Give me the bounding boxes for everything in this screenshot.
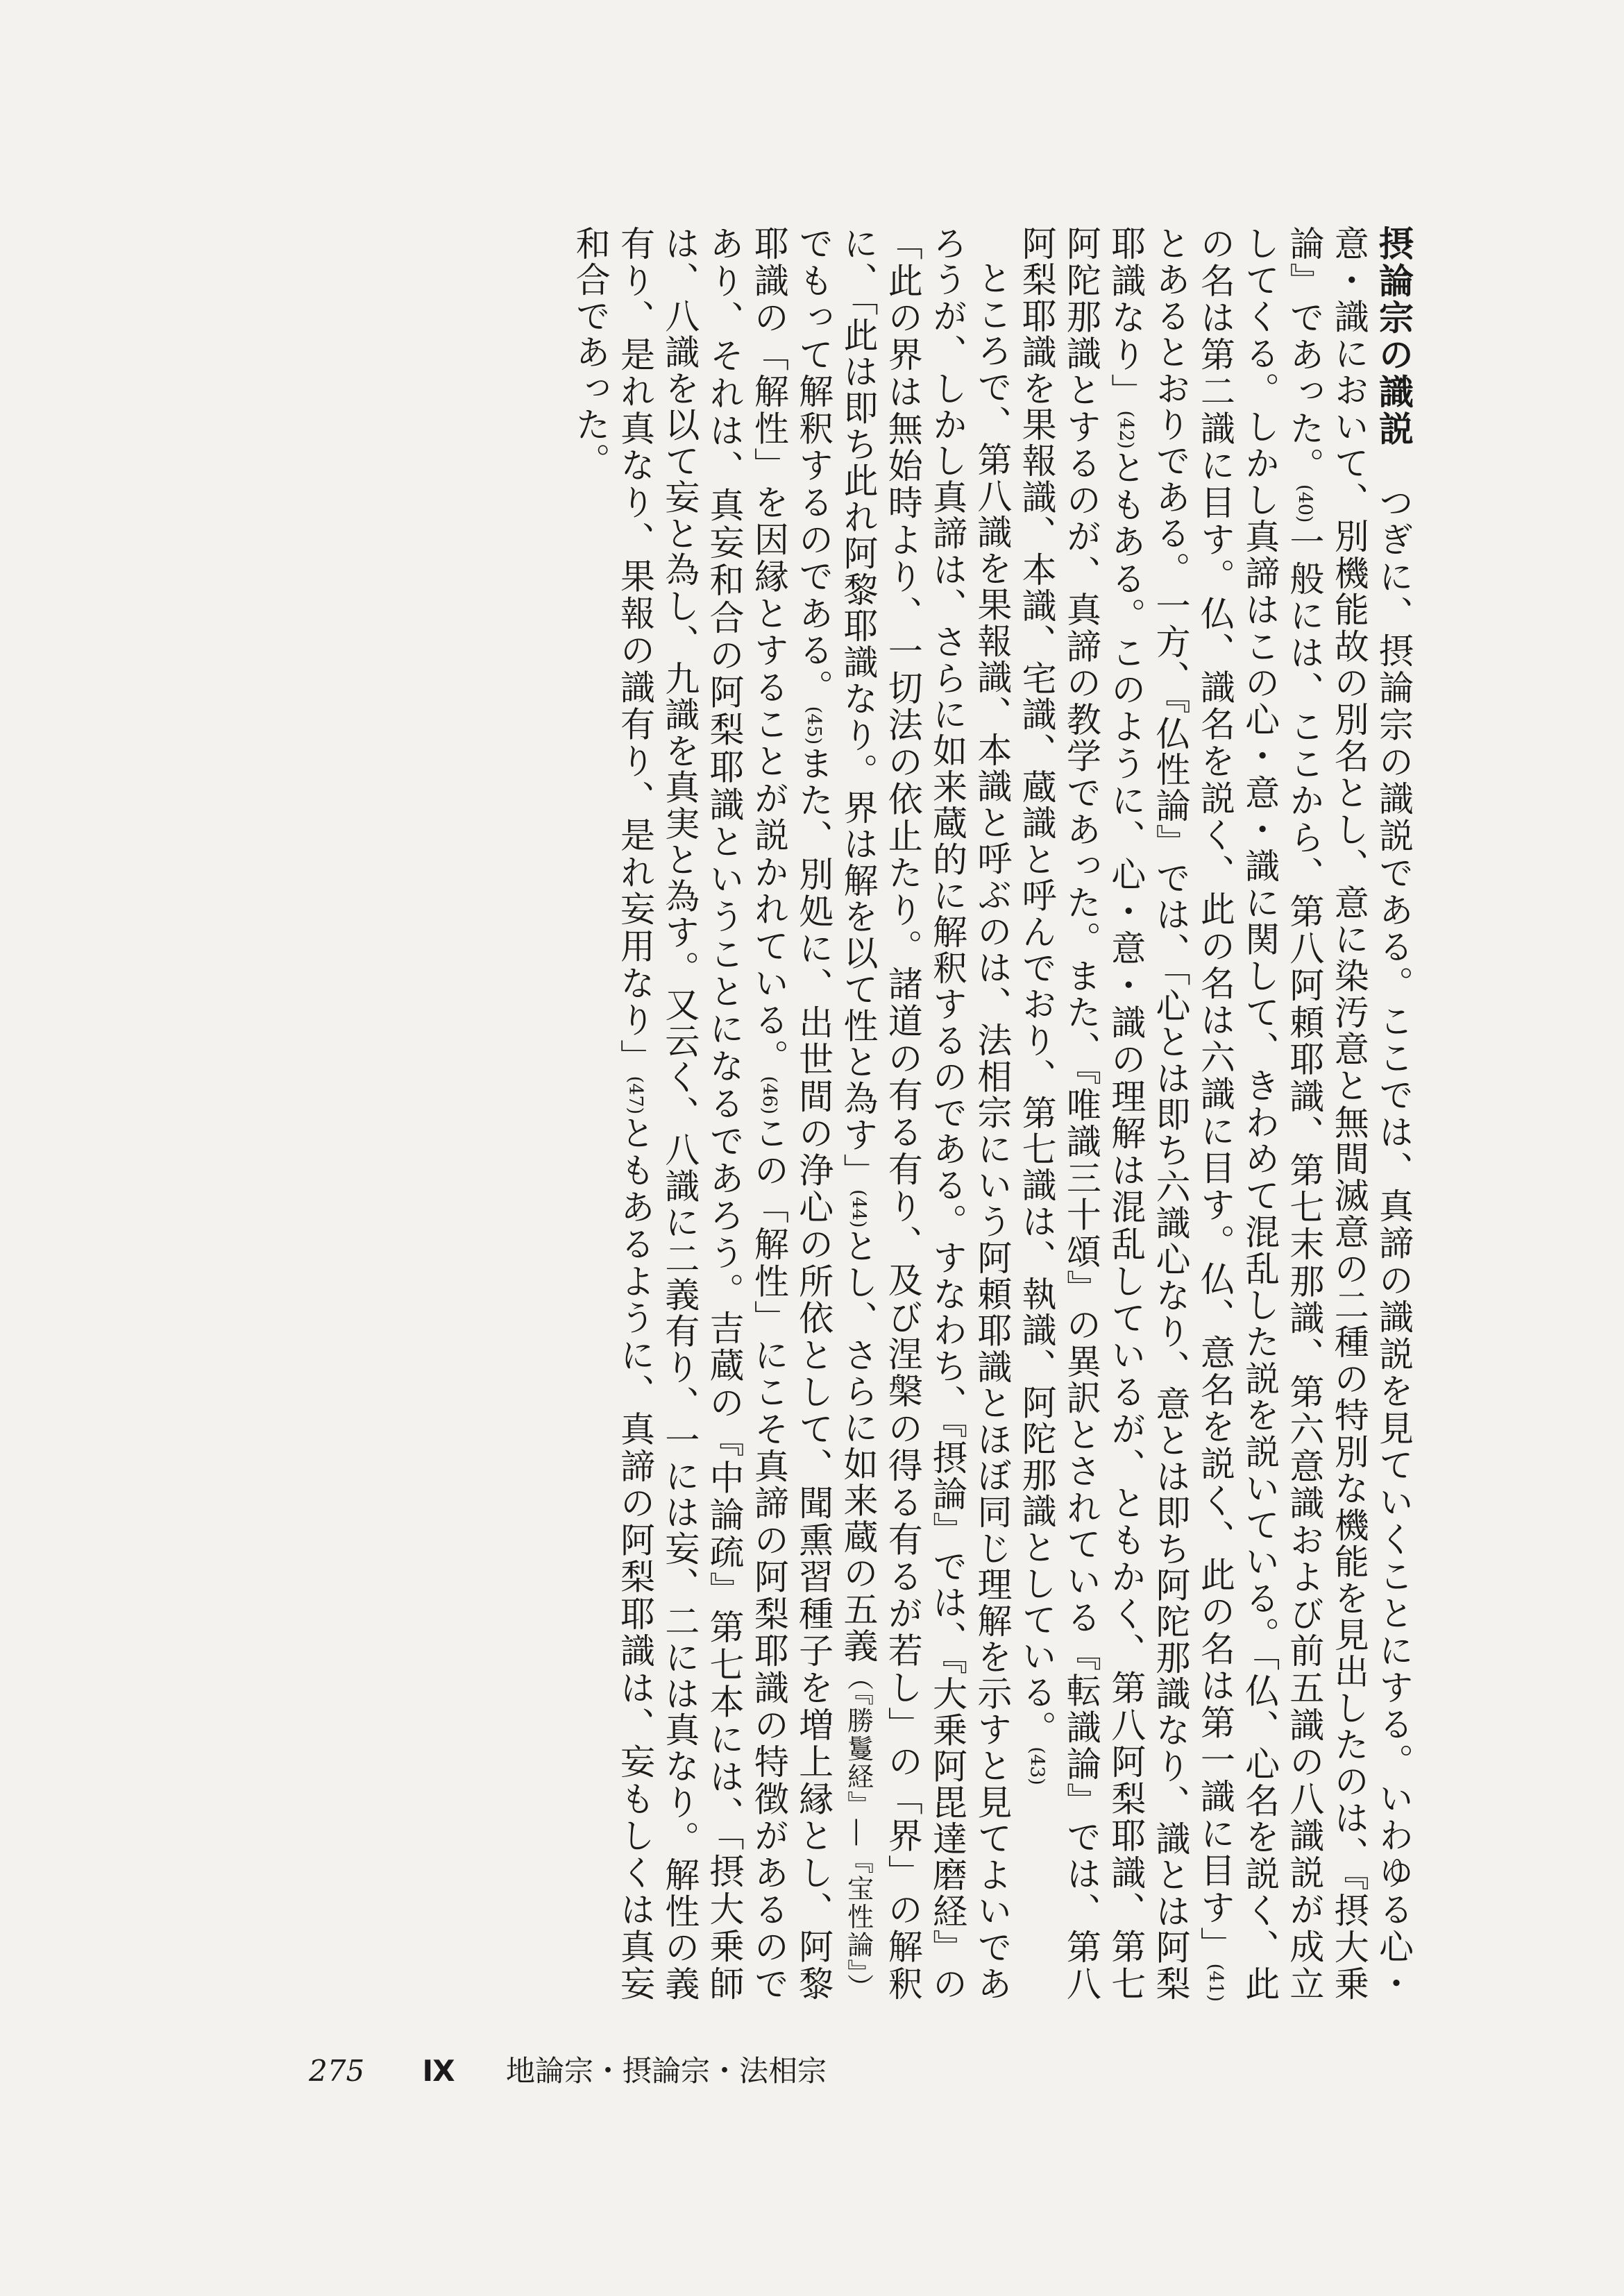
text-run: 一般には、ここから、第八阿頼耶識、第七末那識、第六意識および前五識の八識説が成立してくる。しかし真諦はこの心・意・識に関して、きわめて混乱した説を説いている。「仏、心名を説く、此の名は第二識に目す。仏、識名を説く、此の名は六識に目す。仏、意名を説く、此の名は第一識に目す」 [1194, 226, 1325, 2002]
text-run: ともある。このように、心・意・識の理解は混乱しているが、ともかく、第八阿梨耶識、第七阿陀那識とするのが、真諦の教学であった。また、『唯識三十頌』の異訳とされている『転識論』では、第八阿梨耶識を果報識、本識、宅識、蔵識と呼んでおり、第七識は、執識、阿陀那識としている。 [1016, 226, 1147, 2002]
footnote-marker: (41) [1204, 1963, 1226, 2002]
footnote-marker: (42) [1115, 410, 1137, 449]
section-heading: 摂論宗の識説 [1373, 226, 1414, 448]
text-run: この「解性」にこそ真諦の阿梨耶識の特徴があるのであり、それは、真妄和合の阿梨耶識ということになるであろう。吉蔵の『中論疏』第七本には、「摂大乗師は、八識を以て妄と為し、九識を真実と為す。又云く、八識に二義有り、一には妄、二には真なり。解性の義有り、是れ真なり、果報の識有り、是れ妄用なり」 [614, 226, 789, 2002]
text-run: でもって解釈するのである。 [793, 226, 834, 706]
page-footer [309, 2048, 827, 2090]
text-run: つぎに、摂論宗の識説である。ここでは、真諦の識説を見ていくことにする。いわゆる心・意・識において、別機能故の別名とし、意に染汚意と無間滅意の二種の特別な機能を見出したのは、『摂大乗論』であった。 [1284, 226, 1414, 2002]
page-number: 275 [309, 2054, 365, 2088]
footnote-marker: (47) [624, 1075, 646, 1115]
vertical-body-text [208, 226, 1416, 2002]
text-run: とあるとおりである。一方、『仏性論』では、「心とは即ち六識心なり、意とは即ち阿陀那識なり、識とは阿梨耶識なり」 [1106, 226, 1191, 2002]
footnote-marker: (45) [803, 706, 825, 745]
text-run: ともあるように、真諦の阿梨耶識は、妄もしくは真妄和合であった。 [570, 226, 655, 2002]
text-run: とし、さらに如来蔵の五義 [838, 1227, 879, 1665]
paragraph-1 [1014, 226, 1416, 2002]
footnote-marker: (46) [758, 1075, 780, 1115]
text-run: ところで、第八識を果報識、本識と呼ぶのは、法相宗にいう阿頼耶識とほぼ同じ理解を示すと見てよいであろうが、しかし真諦は、さらに如来蔵的に解釈するのである。すなわち、『摂論』では、『大乗阿毘達磨経』の「此の界は無始時より、一切法の依止たり。諸道の有る有り、及び涅槃の得る有るが若し」の「界」の解釈に、「此は即ち此れ阿黎耶識なり。界は解を以て性と為す」 [838, 226, 1013, 2002]
paragraph-2 [568, 226, 1014, 2002]
text-run: また、別処に、出世間の浄心の所依として、聞熏習種子を増上縁とし、阿黎耶識の「解性」を因縁とすることが説かれている。 [748, 226, 834, 2002]
chapter-numeral: Ⅸ [422, 2054, 455, 2088]
footnote-marker: (40) [1294, 484, 1316, 523]
running-title: 地論宗・摂論宗・法相宗 [505, 2054, 827, 2088]
footnote-marker: (44) [847, 1189, 870, 1228]
inline-source-note: （『勝鬘経』―『宝性論』） [843, 1664, 874, 2002]
footnote-marker: (43) [1026, 1746, 1048, 1785]
